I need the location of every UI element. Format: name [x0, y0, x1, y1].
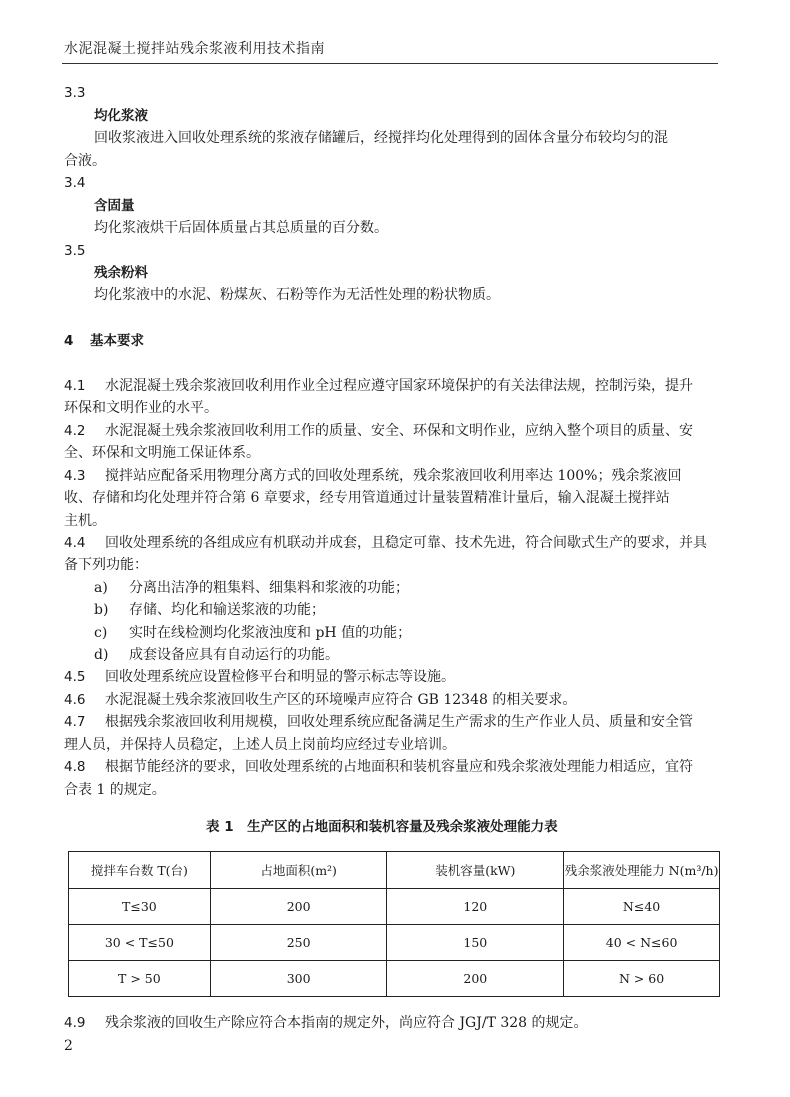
table-cell: T≤30	[69, 889, 211, 925]
clause-line: 水泥混凝土残余浆液回收生产区的环境噪声应符合 GB 12348 的相关要求。	[105, 692, 577, 708]
clause-line: 水泥混凝土残余浆液回收利用工作的质量、安全、环保和文明作业，应纳入整个项目的质量、安	[105, 423, 693, 439]
section-number: 4	[64, 333, 74, 349]
list-marker: d)	[94, 647, 109, 663]
clause-line: 残余浆液的回收生产除应符合本指南的规定外，尚应符合 JGJ/T 328 的规定。	[105, 1015, 588, 1031]
clause-line: 根据节能经济的要求，回收处理系统的占地面积和装机容量应和残余浆液处理能力相适应，宜符	[105, 759, 693, 775]
page-number: 2	[64, 1038, 73, 1054]
table-caption: 表 1 生产区的占地面积和装机容量及残余浆液处理能力表	[206, 819, 558, 835]
table-header-cell: 占地面积(m²)	[210, 852, 387, 889]
table-cell: 300	[210, 961, 387, 997]
table-header-cell: 残余浆液处理能力 N(m³/h)	[564, 852, 720, 889]
clause-line: 收、存储和均化处理并符合第 6 章要求，经专用管道通过计量装置精准计量后，输入混凝土搅拌站	[64, 490, 670, 506]
list-marker: c)	[94, 625, 108, 641]
table-cell: N > 60	[564, 961, 720, 997]
running-header: 水泥混凝土搅拌站残余浆液利用技术指南	[64, 41, 325, 57]
clause-number: 4.3	[64, 468, 86, 484]
table-1	[68, 851, 720, 997]
term-definition-line: 均化浆液中的水泥、粉煤灰、石粉等作为无活性处理的粉状物质。	[94, 287, 500, 303]
clause-number: 4.7	[64, 714, 86, 730]
table-row	[69, 961, 720, 997]
table-cell: 200	[210, 889, 387, 925]
clause-line: 搅拌站应配备采用物理分离方式的回收处理系统，残余浆液回收利用率达 100%；残余浆液回	[105, 468, 682, 484]
table-row	[69, 889, 720, 925]
clause-number: 4.8	[64, 759, 86, 775]
clause-line: 根据残余浆液回收利用规模，回收处理系统应配备满足生产需求的生产作业人员、质量和安全管	[105, 714, 693, 730]
list-marker: b)	[94, 602, 109, 618]
table-cell: 120	[387, 889, 564, 925]
table-cell: 150	[387, 925, 564, 961]
clause-line: 回收处理系统应设置检修平台和明显的警示标志等设施。	[105, 669, 455, 685]
clause-line: 主机。	[64, 513, 106, 529]
list-item-text: 分离出洁净的粗集料、细集料和浆液的功能；	[129, 580, 409, 596]
term-definition-line: 均化浆液烘干后固体质量占其总质量的百分数。	[94, 220, 388, 236]
clause-number: 4.5	[64, 669, 86, 685]
clause-line: 回收处理系统的各组成应有机联动并成套，且稳定可靠、技术先进，符合间歇式生产的要求，并具	[105, 535, 707, 551]
clause-line: 备下列功能：	[64, 557, 148, 573]
clause-line: 全、环保和文明施工保证体系。	[64, 445, 260, 461]
clause-number: 4.2	[64, 423, 86, 439]
clause-number: 4.4	[64, 535, 86, 551]
term-number: 3.3	[64, 85, 86, 101]
table-cell: N≤40	[564, 889, 720, 925]
term-title: 含固量	[94, 198, 135, 214]
term-title: 残余粉料	[94, 265, 148, 281]
clause-number: 4.1	[64, 378, 86, 394]
clause-line: 水泥混凝土残余浆液回收利用作业全过程应遵守国家环境保护的有关法律法规，控制污染，提升	[105, 378, 693, 394]
section-title: 基本要求	[90, 333, 144, 349]
table-cell: 40 < N≤60	[564, 925, 720, 961]
clause-number: 4.6	[64, 692, 86, 708]
term-title: 均化浆液	[94, 108, 148, 124]
table-header-cell: 装机容量(kW)	[387, 852, 564, 889]
list-item-text: 存储、均化和输送浆液的功能；	[129, 602, 325, 618]
list-item-text: 实时在线检测均化浆液浊度和 pH 值的功能；	[129, 625, 412, 641]
clause-number: 4.9	[64, 1015, 86, 1031]
clause-line: 环保和文明作业的水平。	[64, 400, 218, 416]
table-header-row	[69, 852, 720, 889]
table-cell: T > 50	[69, 961, 211, 997]
table-cell: 30 < T≤50	[69, 925, 211, 961]
clause-line: 合表 1 的规定。	[64, 782, 166, 798]
list-marker: a)	[94, 580, 108, 596]
header-rule	[62, 63, 718, 64]
list-item-text: 成套设备应具有自动运行的功能。	[129, 647, 339, 663]
term-number: 3.4	[64, 175, 86, 191]
table-cell: 200	[387, 961, 564, 997]
clause-line: 理人员，并保持人员稳定，上述人员上岗前均应经过专业培训。	[64, 737, 456, 753]
table-row	[69, 925, 720, 961]
table-header-cell: 搅拌车台数 T(台)	[69, 852, 211, 889]
term-definition-line: 回收浆液进入回收处理系统的浆液存储罐后，经搅拌均化处理得到的固体含量分布较均匀的混	[94, 130, 668, 146]
term-definition-line: 合液。	[64, 153, 106, 169]
table-cell: 250	[210, 925, 387, 961]
term-number: 3.5	[64, 243, 86, 259]
